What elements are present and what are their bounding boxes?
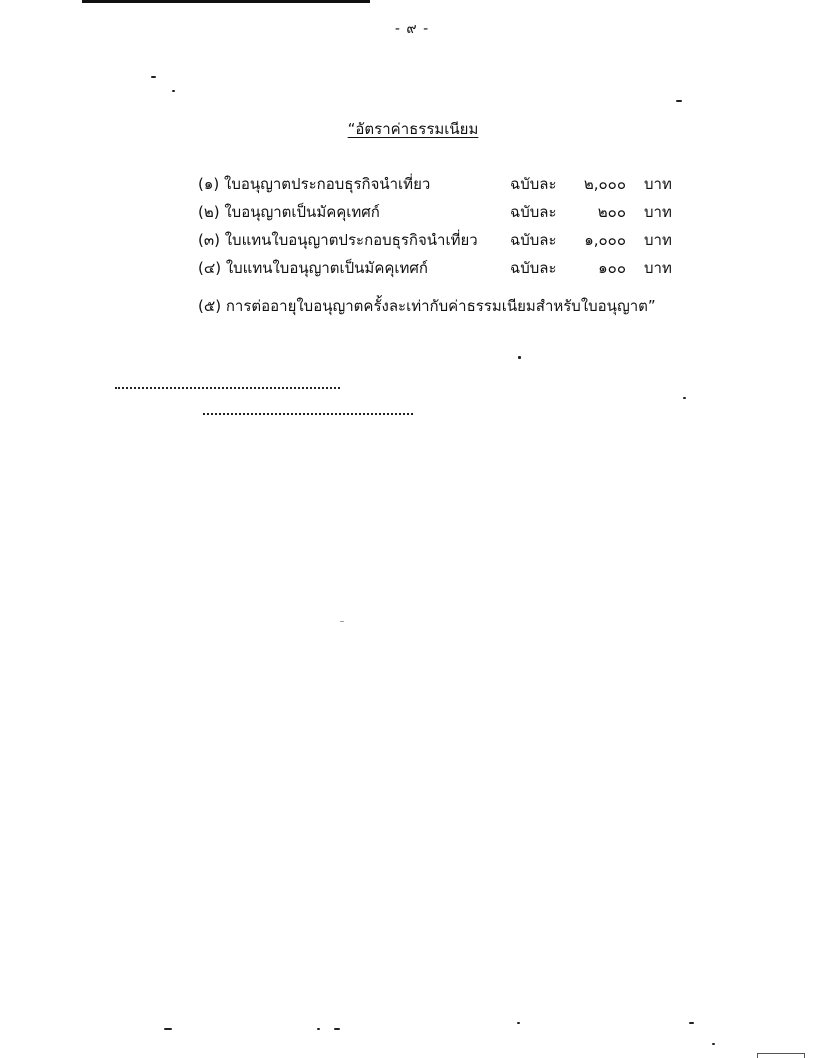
fee-per-copy: ฉบับละ <box>510 203 557 221</box>
fee-per-copy: ฉบับละ <box>510 259 557 277</box>
scan-speck <box>683 397 686 399</box>
scan-speck <box>151 76 156 78</box>
renewal-fee-note: (๕) การต่ออายุใบอนุญาตครั้งละเท่ากับค่าธรรมเนียมสำหรับใบอนุญาต” <box>198 297 656 315</box>
dotted-separator-lower <box>203 413 413 415</box>
fee-item-label: (๒) ใบอนุญาตเป็นมัคคุเทศก์ <box>198 203 380 221</box>
scan-speck <box>518 356 521 359</box>
scan-speck <box>689 1022 694 1024</box>
scan-speck <box>676 100 682 102</box>
fee-amount: ๑,๐๐๐ <box>584 231 626 249</box>
scan-speck <box>317 1028 320 1030</box>
fee-schedule-title: “อัตราค่าธรรมเนียม <box>347 120 479 138</box>
fee-unit: บาท <box>644 203 672 221</box>
page-number: - ๙ - <box>394 21 430 37</box>
fee-unit: บาท <box>644 175 672 193</box>
page-edge-mark <box>757 1053 805 1058</box>
dotted-separator-upper <box>115 387 340 389</box>
fee-item-label: (๔) ใบแทนใบอนุญาตเป็นมัคคุเทศก์ <box>198 259 429 277</box>
scan-speck <box>334 1028 340 1030</box>
scan-speck <box>712 1043 715 1045</box>
scan-speck <box>172 90 175 92</box>
scan-speck <box>340 621 344 622</box>
fee-item-label: (๓) ใบแทนใบอนุญาตประกอบธุรกิจนำเที่ยว <box>198 231 478 249</box>
fee-item-label: (๑) ใบอนุญาตประกอบธุรกิจนำเที่ยว <box>198 175 431 193</box>
fee-amount: ๒,๐๐๐ <box>583 175 626 193</box>
fee-row-guide-license <box>198 200 678 224</box>
scan-speck <box>164 1028 172 1030</box>
top-rule <box>82 0 370 3</box>
fee-unit: บาท <box>644 259 672 277</box>
fee-per-copy: ฉบับละ <box>510 175 557 193</box>
fee-amount: ๒๐๐ <box>597 203 626 221</box>
scan-speck <box>517 1022 520 1024</box>
fee-unit: บาท <box>644 231 672 249</box>
fee-row-tour-business-license-replacement <box>198 228 678 252</box>
fee-row-guide-license-replacement <box>198 256 678 280</box>
fee-amount: ๑๐๐ <box>598 259 626 277</box>
fee-per-copy: ฉบับละ <box>510 231 557 249</box>
fee-row-tour-business-license <box>198 172 678 196</box>
